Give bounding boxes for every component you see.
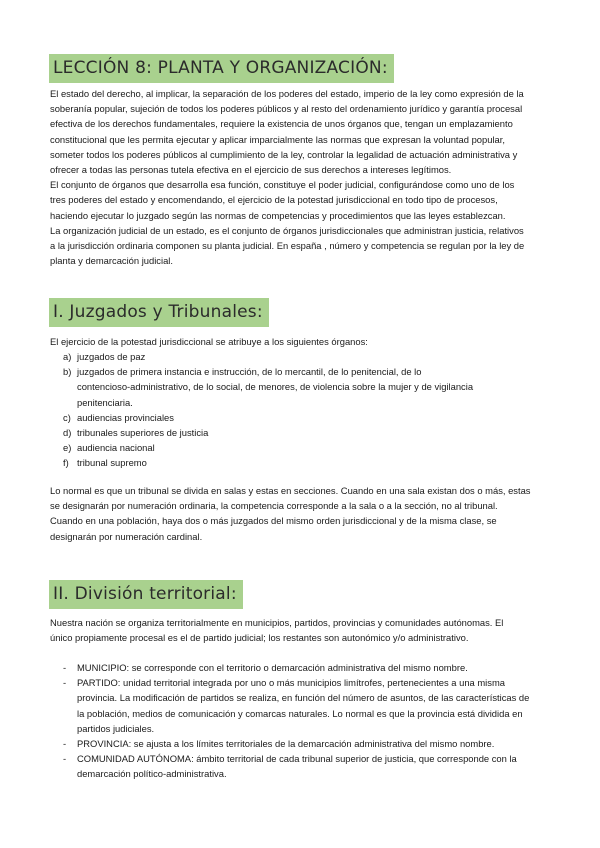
list-item <box>50 660 550 675</box>
lesson-intro <box>50 86 550 268</box>
list-item-text: MUNICIPIO: se corresponde con el territorio o demarcación administrativa del mismo nombre. <box>77 662 468 673</box>
text-line: Cuando en una población, haya dos o más juzgados del mismo orden jurisdiccional y de la misma clase, se <box>50 515 497 527</box>
list-marker: d) <box>63 427 72 439</box>
text-line: a la jurisdicción ordinaria componen su planta judicial. En españa , número y competencia se regulan por la ley de <box>50 240 525 252</box>
list-item-text: provincia. La modificación de partidos se realiza, en función del número de asuntos, de las características de <box>77 692 530 704</box>
text-line: efectiva de los derechos fundamentales, requiere la existencia de unos órganos que, tengan un emplazamiento <box>50 118 513 130</box>
text-line: someter todos los poderes públicos al cumplimiento de la ley, controlar la legalidad de actuación administrativa y <box>50 148 518 160</box>
list-item-text: audiencia nacional <box>77 442 155 454</box>
text-line: tres poderes del estado y encomendando, el ejercicio de la potestad jurisdiccional en todo tipo de procesos, <box>50 194 498 206</box>
list-marker: - <box>63 662 67 673</box>
list-item <box>50 425 550 440</box>
list-item <box>50 349 550 364</box>
list-item-text: tribunales superiores de justicia <box>77 427 209 439</box>
list-marker: a) <box>63 351 72 362</box>
text-line: ofrecer a todas las personas tutela efectiva en el ejercicio de sus derechos a intereses legítimos. <box>50 164 452 176</box>
text-line: Lo normal es que un tribunal se divida en salas y estas en secciones. Cuando en una sala existan dos o más, estas <box>50 485 531 496</box>
list-item-text: COMUNIDAD AUTÓNOMA: ámbito territorial de cada tribunal superior de justicia, que corresponde con la <box>77 753 517 765</box>
list-item-text: PROVINCIA: se ajusta a los límites territoriales de la demarcación administrativa del mismo nombre. <box>77 738 495 750</box>
list-item <box>50 751 550 781</box>
list-item <box>50 736 550 751</box>
list-marker: - <box>63 677 67 689</box>
list-marker: - <box>63 738 67 750</box>
list-item <box>50 455 550 470</box>
text-line: designarán por numeración cardinal. <box>50 530 203 542</box>
list-item-text: juzgados de paz <box>77 351 146 362</box>
list-item-text: audiencias provinciales <box>77 411 174 423</box>
text-line: único propiamente procesal es el de partido judicial; los restantes son autonómico y/o administrativo. <box>50 632 469 644</box>
organ-list <box>50 349 550 471</box>
text-line: planta y demarcación judicial. <box>50 255 173 267</box>
territory-list <box>50 660 550 782</box>
section1-lead: El ejercicio de la potestad jurisdiccional se atribuye a los siguientes órganos: <box>50 336 368 347</box>
text-line: se designarán por numeración ordinaria, la competencia corresponde a la sala o a la sección, no al tribunal. <box>50 500 498 512</box>
text-line: constitucional que les permita ejecutar y aplicar imparcialmente las normas que expresan la voluntad popular, <box>50 133 505 145</box>
list-item-text: PARTIDO: unidad territorial integrada por uno o más municipios limítrofes, pertenecientes a una misma <box>77 677 505 689</box>
text-line: El conjunto de órganos que desarrolla esa función, constituye el poder judicial, configurándose como uno de los <box>50 179 515 191</box>
list-item <box>50 440 550 455</box>
text-line: Nuestra nación se organiza territorialmente en municipios, partidos, provincias y comunidades autónomas. El <box>50 617 504 628</box>
list-item-text: tribunal supremo <box>77 457 147 469</box>
list-item-text: la población, medios de comunicación y comarcas naturales. Lo normal es que la provincia está dividida en <box>77 707 523 719</box>
section1-title: I. Juzgados y Tribunales: <box>49 298 269 327</box>
list-item-text: partidos judiciales. <box>77 722 155 734</box>
list-item-text: penitenciaria. <box>77 396 133 408</box>
section2-lead <box>50 615 550 645</box>
list-item <box>50 675 550 736</box>
list-marker: c) <box>63 411 71 423</box>
list-item <box>50 364 550 410</box>
text-line: haciendo ejecutar lo juzgado según las normas de competencias y procedimientos que las leyes establezcan. <box>50 209 506 221</box>
list-item-text: contencioso-administrativo, de lo social, de menores, de violencia sobre la mujer y de vigilancia <box>77 381 474 393</box>
section2-title: II. División territorial: <box>49 580 243 609</box>
text-line: El estado del derecho, al implicar, la separación de los poderes del estado, imperio de la ley como expresión de la <box>50 88 524 99</box>
text-line: La organización judicial de un estado, es el conjunto de órganos jurisdiccionales que administran justicia, relativos <box>50 224 524 236</box>
list-item-text: demarcación político-administrativa. <box>77 768 227 780</box>
list-item-text: juzgados de primera instancia e instrucción, de lo mercantil, de lo penitencial, de lo <box>77 366 422 378</box>
list-marker: b) <box>63 366 72 378</box>
lesson-title: LECCIÓN 8: PLANTA Y ORGANIZACIÓN: <box>49 54 394 83</box>
list-marker: f) <box>63 457 69 469</box>
list-item <box>50 410 550 425</box>
list-marker: e) <box>63 442 72 454</box>
section1-closing <box>50 483 550 544</box>
list-marker: - <box>63 753 67 765</box>
text-line: soberanía popular, sujeción de todos los poderes públicos y al resto del ordenamiento jurídico y garantía procesal <box>50 103 523 115</box>
